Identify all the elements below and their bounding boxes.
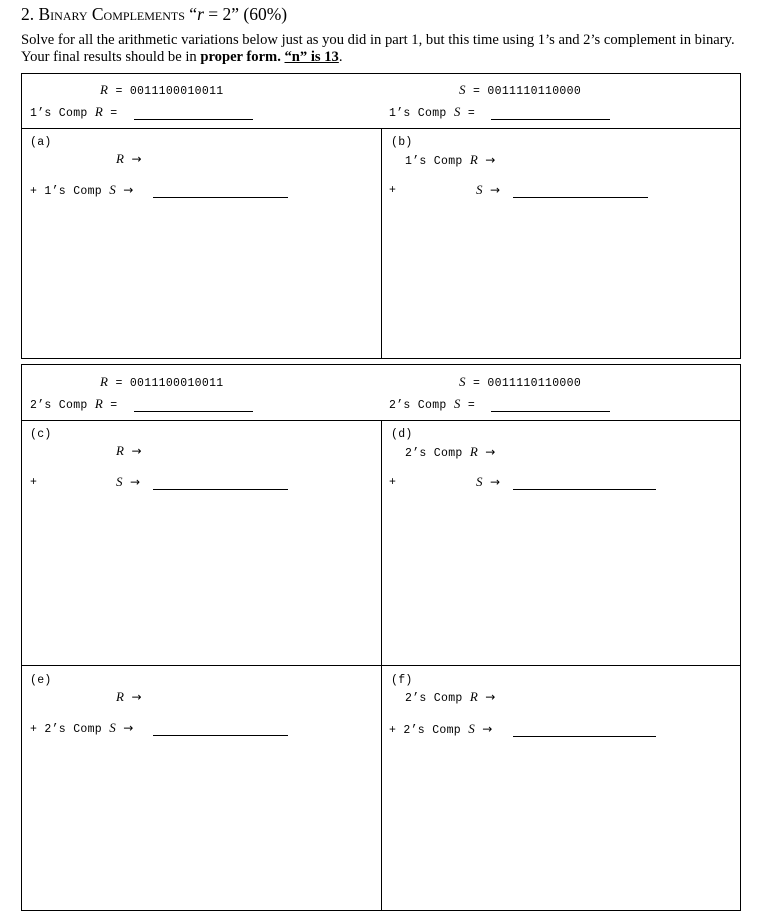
s-value-2: S = 0011110110000 [459,374,582,390]
s-value-1: S = 0011110110000 [459,82,582,98]
instructions-bold: proper form [200,48,278,65]
problem-a-label: (a) [30,136,52,149]
heading-percent: (60%) [243,4,288,24]
problem-c-top: R → [116,443,142,458]
heading-number: 2. [21,4,35,24]
problem-d-answer-blank[interactable] [513,489,656,490]
heading-quote-close: ” [231,4,240,24]
instructions-period: . [277,48,285,65]
problem-b-plus: + [389,184,397,197]
twos-comp-s-label: 2’s Comp S = [389,396,476,412]
twos-comp-s-blank[interactable] [491,411,610,412]
r-value-2: R = 0011100010011 [100,374,224,390]
problem-d-bottom: S → [476,474,501,489]
problem-a-bottom: + 1’s Comp S → [30,182,134,198]
problem-f-label: (f) [391,674,413,687]
twos-comp-r-blank[interactable] [134,411,253,412]
problem-d-plus: + [389,476,397,489]
heading-title: Binary Complements [38,4,185,24]
heading-eq: = 2 [203,4,232,24]
problem-b-label: (b) [391,136,413,149]
problem-a-answer-blank[interactable] [153,197,288,198]
instructions-end: . [338,48,343,65]
problem-c-answer-blank[interactable] [153,489,288,490]
problem-c-label: (c) [30,428,52,441]
heading-quote-open: “ [189,4,198,24]
ones-comp-r-label: 1’s Comp R = [30,104,118,120]
section-heading [21,4,287,25]
problem-c-plus: + [30,476,38,489]
problem-b-answer-blank[interactable] [513,197,648,198]
ones-comp-s-label: 1’s Comp S = [389,104,476,120]
instructions [21,32,751,65]
r-value-1: R = 0011100010011 [100,82,224,98]
problem-c-bottom: S → [116,474,141,489]
ones-comp-s-blank[interactable] [491,119,610,120]
heading-r-var: r [197,4,204,24]
problem-b-bottom: S → [476,182,501,197]
divider-v-2 [381,420,382,911]
problem-f-bottom: + 2’s Comp S → [389,721,493,737]
divider-v-1 [381,128,382,359]
instructions-text: Solve for all the arithmetic variations below just as you did in part 1, but this time using 1’s and 2’s complement in binary. Your final results should be in [21,32,735,65]
problem-f-answer-blank[interactable] [513,736,656,737]
problem-f-top: 2’s Comp R → [405,689,496,705]
problem-e-label: (e) [30,674,52,687]
ones-comp-r-blank[interactable] [134,119,253,120]
n-note: “n” is 13 [284,48,339,65]
problem-d-top: 2’s Comp R → [405,444,496,460]
problem-a-top: R → [116,151,142,166]
problem-e-top: R → [116,689,142,704]
problem-b-top: 1’s Comp R → [405,152,496,168]
problem-e-bottom: + 2’s Comp S → [30,720,134,736]
problem-d-label: (d) [391,428,413,441]
twos-comp-r-label: 2’s Comp R = [30,396,118,412]
problem-e-answer-blank[interactable] [153,735,288,736]
